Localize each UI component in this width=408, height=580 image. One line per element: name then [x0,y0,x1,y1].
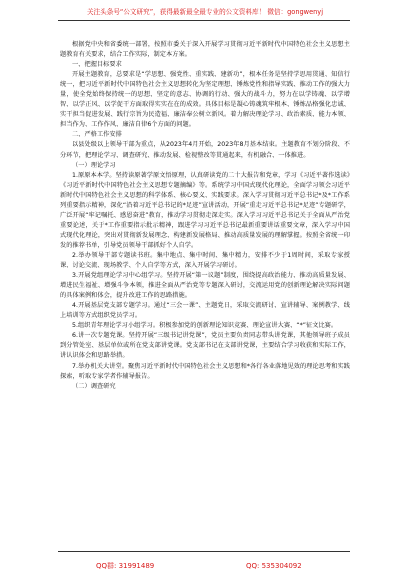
document-body [60,40,350,544]
paragraph: 2.举办领导干部专题读书班。集中地点、集中时间、集中精力，安排不少于1周时间，采取专家授课、讨论交流、现场教学、个人自学等方式，深入开展学习研讨。 [60,251,350,270]
paragraph: 5.组织青年理论学习小组学习。积极参加党的创新理论知识竞赛、理论宣讲大赛、“*”征文比赛。 [72,322,338,330]
footer-qq-group: QQ群: 31991489 [96,562,155,570]
subsection-heading: （二）调查研究 [72,382,116,390]
paragraph: 以县处级以上领导干部为重点，从2023年4月开始，2023年8月基本结束。主题教育不划分阶段、不分环节，把理论学习、调查研究、推动发展、检视整改等贯通起来，有机融合、一体推进。 [60,141,350,159]
paragraph: 3.开展党组理论学习中心组学习。坚持开展“第一议题”制度，围绕提高政治能力、推动高质量发展、增进民生福祉、增强斗争本领，推进全面从严治党等专题深入研讨，交流运用党的创新理论解决实际问题的具体案例和体会，提升改进工作的思路措施。 [60,272,350,300]
subsection-heading: （一）理论学习 [72,161,116,169]
header-banner: 关注头条号“公文研究”，获得最新最全最专业的公文资料库！ 微信：gongwenyj [86,8,324,16]
section-heading: 二、严格工作安排 [72,131,122,139]
paragraph: 1.原原本本学。坚持读原著学原文悟原理，认真研读党的二十大报告和党章，学习《习近平著作选读》《习近平新时代中国特色社会主义思想专题摘编》等。系统学习中国式现代化理论，全面学习领会习近平新时代中国特色社会主义思想的科学体系、核心要义、实践要求。深入学习贯彻习近平总书记*及*工作系列重要指示精神，深化“沿着习近平总书记的*足迹”宣讲活动，开展“重走习近平总书记*足迹”专题研学，广泛开展“牢记嘱托、感恩奋进”教育，推动学习贯彻走深走实。深入学习习近平总书记关于全面从严治党重要论述，关于*工作重要指示批示精神，跟进学习习近平总书记最新重要讲话重要文章，深入学习中国式现代化理论，突出对贯彻新发展理念、构建新发展格局、推动高质量发展的理解掌握。按照全省统一印发的推荐书单，引导党员领导干部抓好个人自学。 [60,171,350,249]
paragraph: 7.举办机关大讲堂。聚焦习近平新时代中国特色社会主义思想和*各行各业落地见效的理论思考和实践探索，听取专家学者作辅导报告。 [60,362,350,380]
footer [0,560,408,572]
paragraph: 开展主题教育，总要求是“学思想、强党性、重实践、建新功”，根本任务是坚持学思用贯通、知信行统一，把习近平新时代中国特色社会主义思想转化为坚定理想、锤炼党性和指导实践、推动工作的强大力量，使全党始终保持统一的思想、坚定的意志、协调的行动、强大的战斗力，努力在以学铸魂、以学增智、以学正风、以学促干方面取得实实在在的成效。具体目标是凝心铸魂筑牢根本、锤炼品格强化忠诚、实干担当促进发展、践行宗旨为民造福、廉洁奉公树立新风。着力解决理论学习、政治素质、能力本领、担当作为、工作作风、廉洁自律6个方面的问题。 [60,71,350,129]
paragraph: 根据党中央和省委统一部署，按照市委关于深入开展学习贯彻习近平新时代中国特色社会主义思想主题教育有关要求，结合工作实际，制定本方案。 [60,41,350,59]
paragraph: 4.开展基层党支部专题学习。通过“三会一课”、主题党日，采取交流研讨、宣讲辅导、案例教学、线上培训等方式组织党员学习。 [60,302,350,320]
footer-rule [58,551,350,552]
section-heading: 一、把握目标要求 [72,61,122,69]
footer-qq: QQ: 535304092 [246,562,302,570]
header-rule [58,20,350,21]
paragraph: 6.讲一次专题党课。坚持开展“三级书记讲党课”，党员主要负责同志带头讲党课，其他领导班子成员到分管处室、基层单位或所在党支部讲党课。党支部书记在支部讲党课，主要结合学习收获和实际工作，讲认识体会和思路举措。 [60,332,350,360]
